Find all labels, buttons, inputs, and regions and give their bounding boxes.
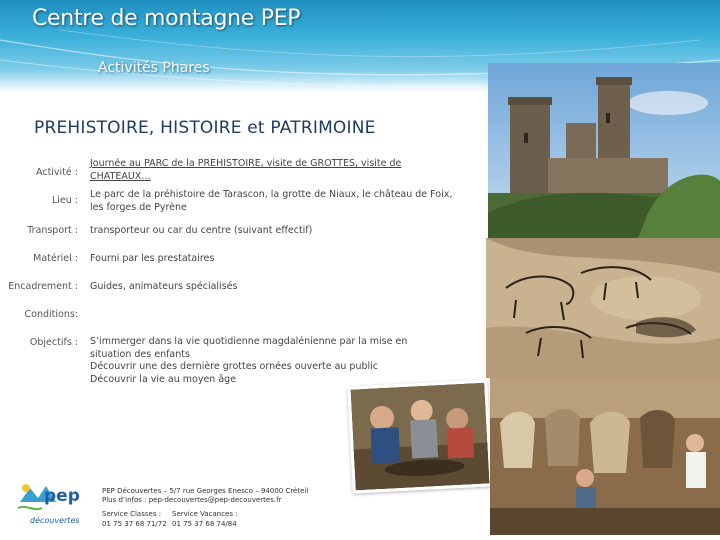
logo-text: pep [44, 486, 80, 506]
section-title: PREHISTOIRE, HISTOIRE et PATRIMOINE [34, 118, 376, 138]
label-materiel: Matériel : [33, 253, 78, 264]
objective-3: Découvrir la vie au moyen âge [90, 373, 237, 385]
footer-email: Plus d’infos : pep-decouvertes@pep-decouvertes.fr [102, 496, 282, 504]
page-subtitle: Activités Phares [98, 60, 210, 76]
footer-address: PEP Découvertes – 5/7 rue Georges Enesco – 94000 Créteil [102, 487, 309, 495]
label-lieu: Lieu : [51, 195, 78, 206]
objective-2: Découvrir une des dernière grottes ornées ouverte au public [90, 361, 379, 372]
objective-1: S’immerger dans la vie quotidienne magdalénienne par la mise en situation des enfants [90, 336, 408, 360]
value-materiel: Fourni par les prestataires [90, 253, 215, 264]
value-lieu: Le parc de la préhistoire de Tarascon, la grotte de Niaux, le château de Foix, les forges de Pyrène [90, 189, 453, 213]
value-transport: transporteur ou car du centre (suivant effectif) [90, 225, 313, 236]
label-activite: Activité : [36, 167, 78, 178]
value-objectifs [90, 336, 450, 386]
label-objectifs: Objectifs : [29, 337, 78, 348]
pep-logo [16, 480, 78, 530]
service-vacances-label: Service Vacances : [172, 510, 238, 518]
page-title: Centre de montagne PEP [32, 6, 301, 31]
museum-furs-photo [490, 378, 720, 535]
value-encadrement: Guides, animateurs spécialisés [90, 281, 238, 292]
service-classes-label: Service Classes : [102, 510, 162, 518]
label-encadrement: Encadrement : [8, 281, 78, 292]
service-vacances-phone: 01 75 37 68 74/84 [172, 520, 237, 528]
logo-tagline: découvertes [30, 516, 80, 525]
value-activite: Journée au PARC de la PREHISTOIRE, visite de GROTTES, visite de CHATEAUX… [90, 158, 402, 182]
cave-painting-photo [486, 238, 720, 378]
children-workshop-photo [347, 379, 492, 493]
label-transport: Transport : [27, 225, 78, 236]
label-conditions: Conditions: [24, 309, 78, 320]
service-classes-phone: 01 75 37 68 71/72 [102, 520, 167, 528]
castle-photo [488, 63, 720, 238]
